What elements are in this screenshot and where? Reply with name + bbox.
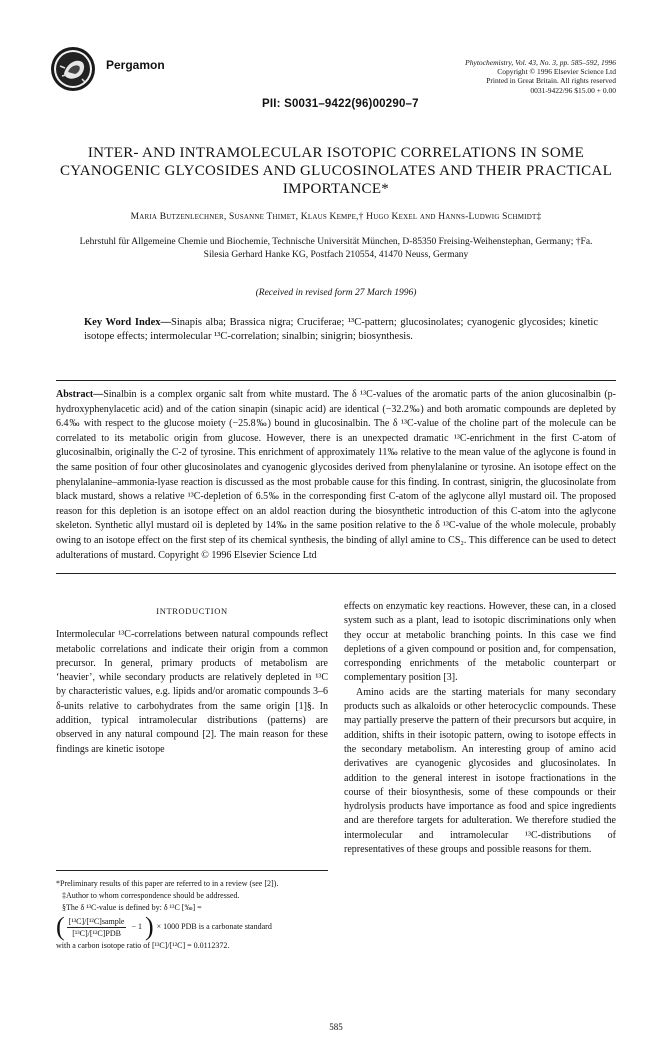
formula-rest: × 1000 PDB is a carbonate standard <box>156 922 272 931</box>
abstract-label: Abstract— <box>56 389 104 400</box>
formula-denominator: [¹³C]/[¹²C]PDB <box>72 928 121 938</box>
footnote-rule <box>56 870 328 871</box>
footnote-correspondence: ‡Author to whom correspondence should be addressed. <box>62 891 240 900</box>
footnote-definition: §The δ ¹³C-value is defined by: δ ¹³C [‰] = <box>62 903 202 912</box>
journal-price: 0031-9422/96 $15.00 + 0.00 <box>530 85 616 95</box>
journal-citation: Phytochemistry, Vol. 43, No. 3, pp. 585–592, 1996 <box>465 58 616 67</box>
publisher-name: Pergamon <box>106 58 165 72</box>
formula-numerator: [¹³C]/[¹²C]sample <box>68 916 125 926</box>
intro-paragraph-2: effects on enzymatic key reactions. However, these can, in a closed system such as a plant, lead to isotopic discriminations only when they occur at metabolic branching points. In this case we find depletions of a given compound or position and, for compensation, corresponding enrichments of the metabolic counterpart or complementary position [3]. <box>344 601 616 684</box>
received-date: (Received in revised form 27 March 1996) <box>255 288 417 298</box>
intro-paragraph-3: Amino acids are the starting materials for many secondary products such as alkaloids or other heterocyclic compounds. These may partially preserve the pattern of their precursors but acquire, in addition, shifts in their isotopic pattern, owing to isotope effects in the secondary metabolism. An interesting group of amino acid derivatives are cyanogenic glycosides and glucosinolates. In addition to the general interest in isotope fractionations in the course of their biosynthesis, some of these compounds or their hydrolysis products have importance as food and spice ingredients and are therefore targets for adulteration. We therefore studied the intermolecular and intramolecular ¹³C-distributions of representatives of these groups and possible reasons for them. <box>344 686 616 856</box>
footnote-ratio: with a carbon isotope ratio of [¹³C]/[¹²C] = 0.0112372. <box>56 941 230 950</box>
formula-fraction <box>67 916 127 939</box>
formula-open-paren: ( <box>56 912 65 941</box>
footnotes <box>56 878 328 952</box>
abstract-top-rule <box>56 380 616 381</box>
formula-minus-one: − 1 <box>131 922 142 931</box>
page-number: 585 <box>329 1022 343 1032</box>
delta-formula <box>56 914 328 940</box>
section-heading-introduction: INTRODUCTION <box>156 606 228 616</box>
keywords <box>84 316 598 343</box>
formula-close-paren: ) <box>145 912 154 941</box>
pergamon-logo-icon <box>50 46 96 92</box>
journal-copyright: Copyright © 1996 Elsevier Science Ltd <box>497 67 616 77</box>
abstract <box>56 388 616 563</box>
journal-info <box>376 58 616 95</box>
abstract-bottom-rule <box>56 573 616 574</box>
keywords-text: Sinapis alba; Brassica nigra; Cruciferae; ¹³C-pattern; glucosinolates; cyanogenic glycosides; kinetic isotope effects; intermolecular ¹³C-correlation; sinalbin; sinigrin; biosynthesis. <box>84 317 599 342</box>
author-list: Maria Butzenlechner, Susanne Thimet, Klaus Kempe,† Hugo Kexel and Hanns-Ludwig Schmidt‡ <box>130 212 542 222</box>
abstract-text: Sinalbin is a complex organic salt from white mustard. The δ ¹³C-values of the aromatic parts of the anion glucosinalbin (p-hydroxyphenylacetic acid) and of the cation sinapin (sinapic acid) are identical (−32.2‰) and both aromatic compounds are depleted by 6.4‰ with respect to the glucose moiety (−25.8‰) bound in glucosinalbin. The δ ¹³C-value of the choline part of the molecule can be correlated to its metabolic origin from glucose. However, there is an unexpected dramatic ¹³C-enrichment in the first C-atom of glucosinalbin, originally the C-2 of tyrosine. This enrichment of approximately 11‰ relative to the mean value of the aglycone is found in the same position of four other glucosinolates and cyanogenic glycosides derived from phenylalanine or tyrosine. An isotope effect on the phenylalanine–ammonia-lyase reaction is discussed as the most probable cause for this finding. In contrast, sinigrin, the glucosinolate from black mustard, shows a relative ¹³C-depletion of 6.5‰ in the corresponding first C-atom of the aglycone allyl mustard oil. The proposed reason for this depletion is an isotope effect on an aldol reaction during the biosynthetic introduction of this C-atom into the aglycone skeleton. Synthetic allyl mustard oil is depleted by 14‰ in the same position relative to the δ ¹³C-value of the whole molecule, probably owing to an isotope effect on the first step of its chemical synthesis, the binding of allyl amine to CS₂. This difference can be used to detect adulterations of mustard. Copyright © 1996 Elsevier Science Ltd <box>56 389 616 561</box>
keywords-label: Key Word Index— <box>84 317 172 328</box>
footnote-preliminary: *Preliminary results of this paper are referred to in a review (see [2]). <box>56 879 279 888</box>
left-column <box>56 602 328 757</box>
paper-title: INTER- AND INTRAMOLECULAR ISOTOPIC CORRELATIONS IN SOME CYANOGENIC GLYCOSIDES AND GLUCOSINOLATES AND THEIR PRACTICAL IMPORTANCE* <box>59 145 613 197</box>
journal-printed: Printed in Great Britain. All rights reserved <box>486 76 616 86</box>
intro-paragraph-1: Intermolecular ¹³C-correlations between natural compounds reflect metabolic correlations and indicate their origin from a common precursor. In general, primary products of metabolism are ‘heavier’, while secondary products are relatively depleted in ¹³C by characteristic values, e.g. lipids and/or aromatic compounds 3–6 δ-units relative to carbohydrates from the same origin [1]§. In addition, typical intramolecular distributions (patterns) are observed in any natural compound [2]. The main reason for these findings are kinetic isotope <box>56 629 328 755</box>
right-column <box>344 600 616 857</box>
pii-identifier: PII: S0031–9422(96)00290–7 <box>262 98 419 110</box>
affiliation: Lehrstuhl für Allgemeine Chemie und Biochemie, Technische Universität München, D-85350 Freising-Weihenstephan, Germany; †Fa. Silesia Gerhard Hanke KG, Postfach 210554, 41470 Neuss, Germany <box>79 237 593 260</box>
